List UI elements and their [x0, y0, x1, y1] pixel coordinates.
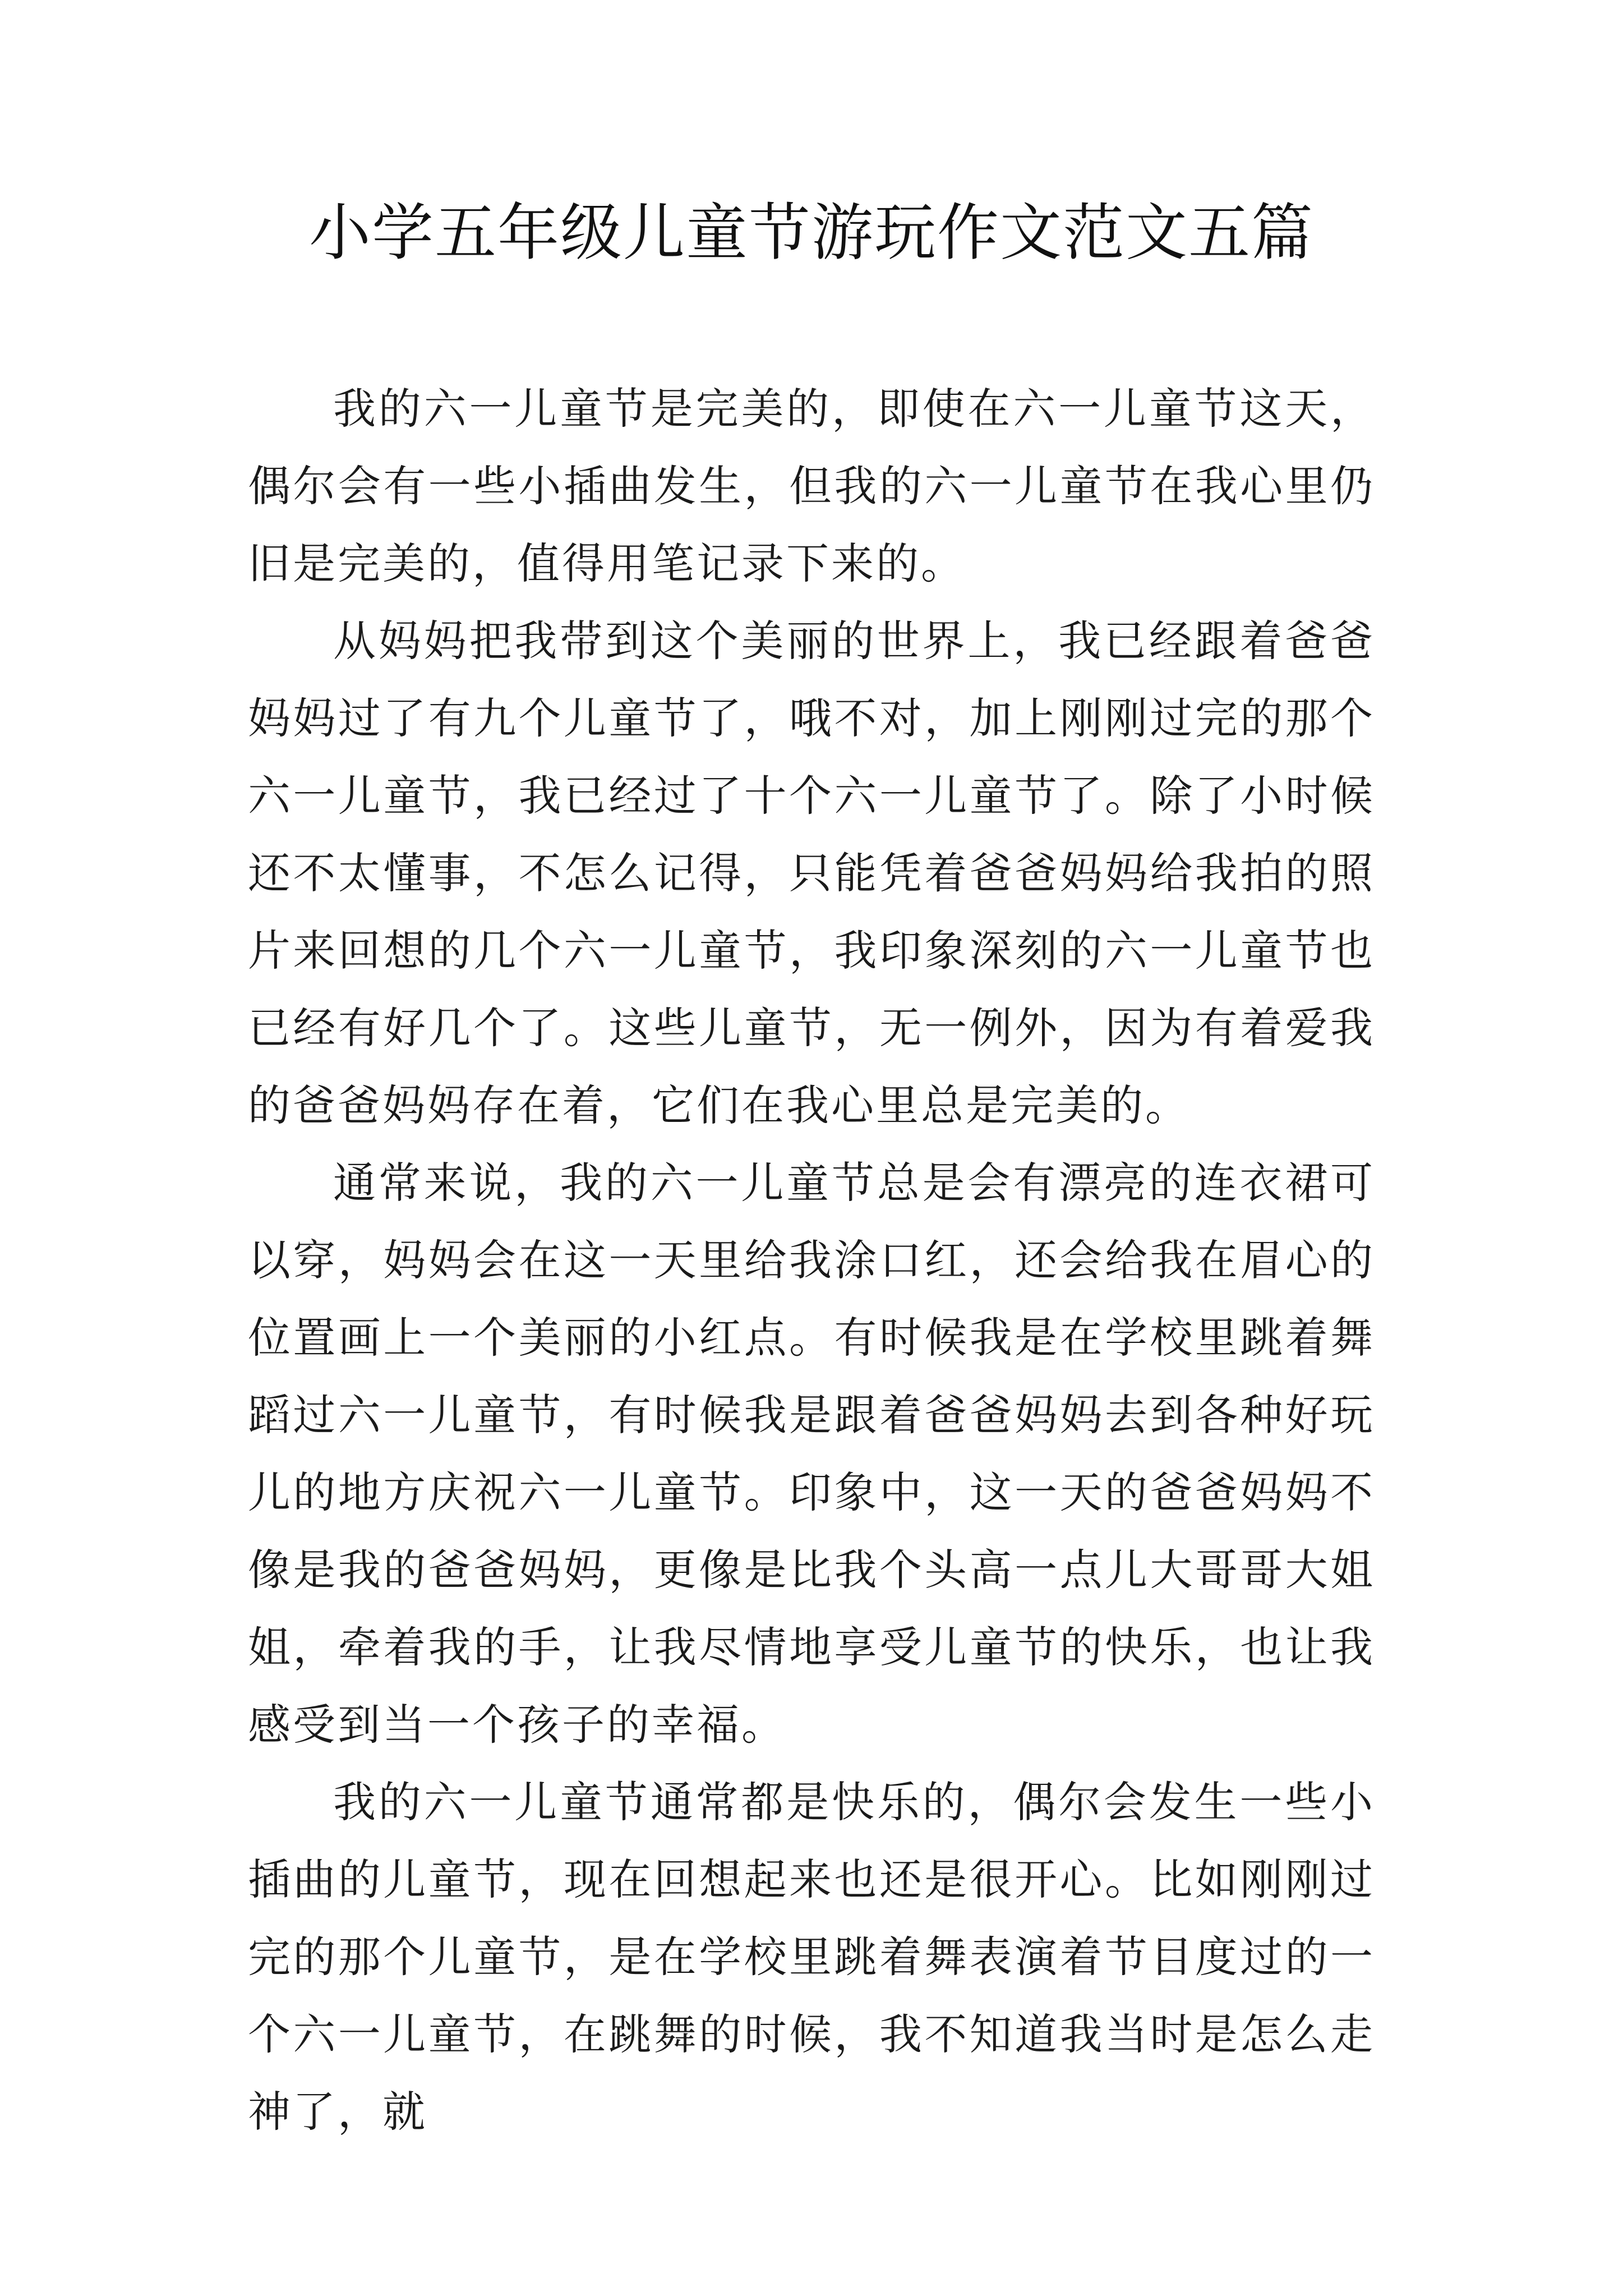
- paragraph: 我的六一儿童节通常都是快乐的，偶尔会发生一些小插曲的儿童节，现在回想起来也还是很开心。比如刚刚过完的那个儿童节，是在学校里跳着舞表演着节目度过的一个六一儿童节，在跳舞的时候，我不知道我当时是怎么走神了，就: [248, 1777, 1375, 2137]
- document-body: [248, 370, 1375, 2151]
- document-title: 小学五年级儿童节游玩作文范文五篇: [309, 197, 1314, 269]
- paragraph: 从妈妈把我带到这个美丽的世界上，我已经跟着爸爸妈妈过了有九个儿童节了，哦不对，加上刚刚过完的那个六一儿童节，我已经过了十个六一儿童节了。除了小时候还不太懂事，不怎么记得，只能凭着爸爸妈妈给我拍的照片来回想的几个六一儿童节，我印象深刻的六一儿童节也已经有好几个了。这些儿童节，无一例外，因为有着爱我的爸爸妈妈存在着，它们在我心里总是完美的。: [248, 616, 1375, 1130]
- paragraph: 通常来说，我的六一儿童节总是会有漂亮的连衣裙可以穿，妈妈会在这一天里给我涂口红，还会给我在眉心的位置画上一个美丽的小红点。有时候我是在学校里跳着舞蹈过六一儿童节，有时候我是跟着爸爸妈妈去到各种好玩儿的地方庆祝六一儿童节。印象中，这一天的爸爸妈妈不像是我的爸爸妈妈，更像是比我个头高一点儿大哥哥大姐姐，牵着我的手，让我尽情地享受儿童节的快乐，也让我感受到当一个孩子的幸福。: [248, 1158, 1375, 1750]
- paragraph: 我的六一儿童节是完美的，即使在六一儿童节这天，偶尔会有一些小插曲发生，但我的六一儿童节在我心里仍旧是完美的，值得用笔记录下来的。: [248, 384, 1375, 588]
